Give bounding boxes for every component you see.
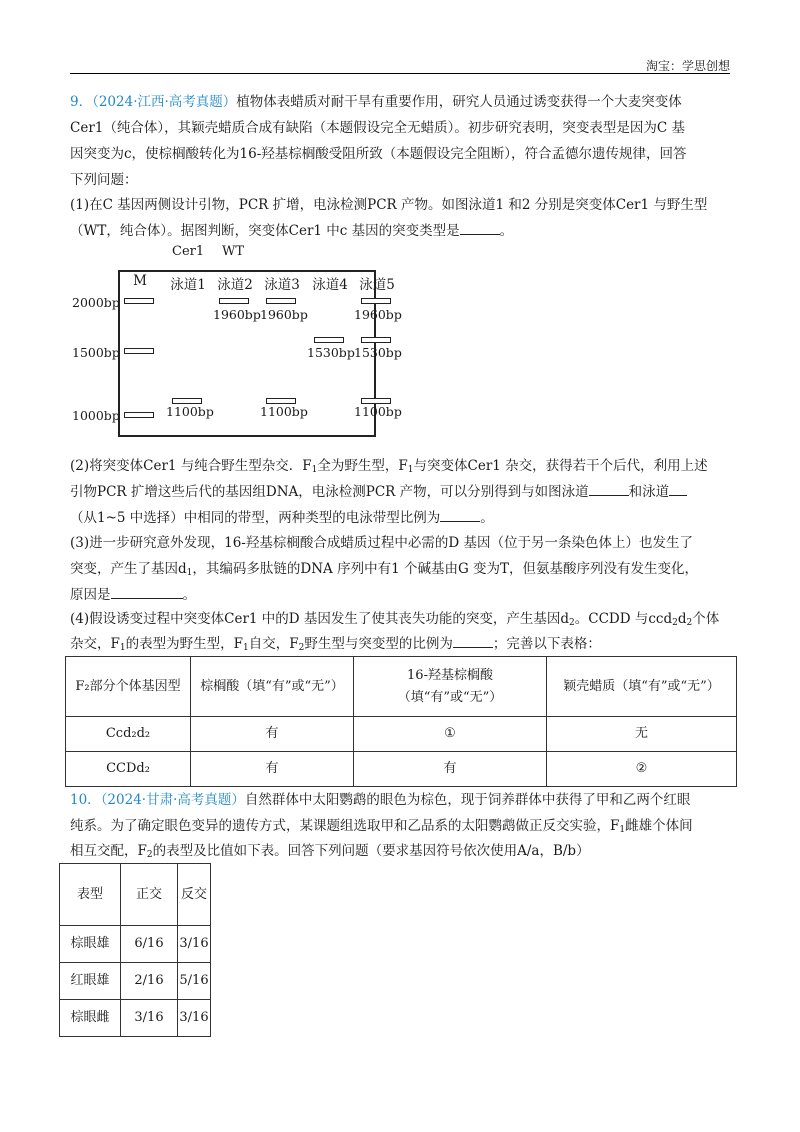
- marker-2000bp: 2000bp: [72, 295, 120, 310]
- header-shop-label: 淘宝：学思创想: [645, 59, 730, 73]
- lane-label-1: 泳道1: [170, 277, 206, 293]
- q9-line1: 植物体表蜡质对耐干旱有重要作用，研究人员通过诱变获得一个大麦突变体: [236, 94, 682, 110]
- q9-part2-text-e: 和泳道: [628, 484, 670, 500]
- q9-part3-text-a: 突变，产生了基因d: [70, 561, 187, 577]
- band-lane3-1960: [266, 298, 296, 304]
- q9-part4-line1: [70, 607, 730, 631]
- q9-part4-text-i: ；完善以下表格：: [492, 636, 601, 652]
- sub-f2: 2: [298, 643, 305, 653]
- band-lane4-1530-label: 1530bp: [307, 345, 355, 360]
- sub-1b: 1: [407, 465, 414, 475]
- answer-blank-2c[interactable]: [440, 507, 480, 522]
- q10-text-a: 纯系。为了确定眼色变异的遗传方式，某课题组选取甲和乙品系的太阳鹦鹉做正反交实验，F: [70, 818, 620, 834]
- table-cell: 棕眼雌: [60, 1000, 121, 1037]
- q9-part3-line3: [70, 583, 730, 607]
- band-m-1000: [124, 412, 154, 418]
- band-lane2-1960: [219, 298, 249, 304]
- table-cell: 有: [354, 752, 547, 787]
- q9-line4: 下列问题：: [70, 172, 138, 188]
- q9-part2-line1: [70, 454, 730, 478]
- table-cell: 3/16: [178, 1000, 211, 1037]
- q9-part1-end: 。: [499, 223, 514, 239]
- gel-label-cer1: Cer1: [172, 244, 205, 259]
- band-lane3-1100-label: 1100bp: [260, 404, 308, 419]
- band-lane5-1960: [361, 298, 391, 304]
- table-header-cell: F₂部分个体基因型: [66, 657, 191, 717]
- q9-part4-line2: [70, 632, 730, 656]
- q9-part2-text-c: 与突变体Cer1 杂交，获得若干个后代，利用上述: [413, 458, 708, 474]
- answer-blank-3[interactable]: [111, 584, 183, 599]
- q9-line2: Cer1（纯合体），其颖壳蜡质合成有缺陷（本题假设完全无蜡质）。初步研究表明，突变表型是因为C 基: [70, 120, 685, 136]
- q9-part4-text-c: d: [677, 611, 687, 627]
- sub-1a: 1: [311, 465, 318, 475]
- band-lane3-1960-label: 1960bp: [260, 307, 308, 322]
- q9-part3-text-c: 原因是: [70, 587, 111, 603]
- answer-blank-2b[interactable]: [669, 481, 687, 496]
- table-row: [66, 752, 737, 787]
- q9-source: （2024·江西·高考真题）: [92, 94, 237, 110]
- header-divider: [70, 73, 730, 74]
- q9-line3: 因突变为c，使棕榈酸转化为16-羟基棕榈酸受阻所致（本题假设完全阻断），符合孟德尔遗传规律，回答: [70, 146, 687, 162]
- table-row: [60, 926, 211, 963]
- table-row: [60, 963, 211, 1000]
- q9-part1-text: （WT，纯合体）。据图判断，突变体Cer1 中c 基因的突变类型是: [70, 223, 460, 239]
- q9-part4-text-g: 自交，F: [248, 636, 299, 652]
- gel-label-wt: WT: [222, 244, 245, 259]
- genotype-table: [65, 656, 737, 787]
- table-cell: 有: [191, 717, 354, 752]
- lane-label-4: 泳道4: [312, 277, 348, 293]
- q9-part3-line1: (3)进一步研究意外发现，16-羟基棕榈酸合成蜡质过程中必需的D 基因（位于另一条染色体上）也发生了: [70, 535, 693, 551]
- sub-q10-f2: 2: [146, 850, 153, 860]
- sub-d1: 1: [186, 568, 193, 578]
- phenotype-table: [59, 863, 211, 1037]
- table-cell: Ccd₂d₂: [66, 717, 191, 752]
- table-cell: 有: [191, 752, 354, 787]
- sub-d2c: 2: [686, 618, 693, 628]
- q9-part4-text-b: 。CCDD 与ccd: [574, 611, 673, 627]
- lane-label-5: 泳道5: [359, 277, 395, 293]
- q9-part2-text-d: 引物PCR 扩增这些后代的基因组DNA，电泳检测PCR 产物，可以分别得到与如图泳道: [70, 484, 589, 500]
- table-cell: 3/16: [178, 926, 211, 963]
- q9-part3-line2: [70, 557, 730, 581]
- q9-part3-text-b: ，其编码多肽链的DNA 序列中有1 个碱基由G 变为T，但氨基酸序列没有发生变化，: [192, 561, 699, 577]
- band-m-2000: [124, 298, 154, 304]
- q9-intro: [70, 90, 730, 114]
- q9-part2-text-f: （从1~5 中选择）中相同的带型，两种类型的电泳带型比例为: [70, 510, 441, 526]
- sub-f1a: 1: [119, 643, 126, 653]
- table-cell: 6/16: [121, 926, 178, 963]
- q9-part4-text-f: 的表型为野生型，F: [125, 636, 243, 652]
- band-m-1500: [124, 348, 154, 354]
- table-header-row: [66, 657, 737, 717]
- lane-label-3: 泳道3: [264, 277, 300, 293]
- table-row: [66, 717, 737, 752]
- marker-1500bp: 1500bp: [72, 345, 120, 360]
- sub-d2b: 2: [672, 618, 678, 628]
- q9-part1-line2: [70, 219, 730, 243]
- sub-q10-f1: 1: [619, 825, 626, 835]
- sub-d2a: 2: [569, 618, 575, 628]
- table-cell: CCDd₂: [66, 752, 191, 787]
- table-header-cell: 表型: [60, 864, 121, 926]
- q9-part3-text-d: 。: [182, 587, 196, 603]
- table-cell-answer[interactable]: ①: [354, 717, 547, 752]
- band-lane1-1100-label: 1100bp: [166, 404, 214, 419]
- band-lane2-1960-label: 1960bp: [213, 307, 261, 322]
- q10-number: 10．: [70, 792, 101, 808]
- q9-part1-line1: (1)在C 基因两侧设计引物，PCR 扩增，电泳检测PCR 产物。如图泳道1 和2 分别是突变体Cer1 与野生型: [70, 197, 708, 213]
- table-cell: 3/16: [121, 1000, 178, 1037]
- table-cell-answer[interactable]: ②: [547, 752, 737, 787]
- q9-part2-text-g: 。: [480, 510, 494, 526]
- table-header-row: [60, 864, 211, 926]
- q10-intro: [70, 788, 730, 812]
- q10-text-d: 的表型及比值如下表。回答下列问题（要求基因符号依次使用A/a，B/b）: [152, 843, 590, 859]
- q9-number: 9．: [70, 94, 93, 110]
- table-header-cell: 正交: [121, 864, 178, 926]
- table-cell: 红眼雄: [60, 963, 121, 1000]
- q10-source: （2024·甘肃·高考真题）: [100, 792, 245, 808]
- answer-blank-1[interactable]: [460, 220, 500, 235]
- band-lane5-1530-label: 1530bp: [354, 345, 402, 360]
- q9-part2-text-a: (2)将突变体Cer1 与纯合野生型杂交．F: [70, 458, 312, 474]
- q9-part2-line2: [70, 480, 730, 504]
- q9-part2-text-b: 全为野生型，F: [317, 458, 408, 474]
- sub-f1b: 1: [242, 643, 249, 653]
- band-lane5-1960-label: 1960bp: [354, 307, 402, 322]
- table-header-cell: 颖壳蜡质（填“有”或“无”）: [547, 657, 737, 717]
- marker-1000bp: 1000bp: [72, 408, 120, 423]
- table-cell: 无: [547, 717, 737, 752]
- table-row: [60, 1000, 211, 1037]
- table-header-cell: 棕榈酸（填“有”或“无”）: [191, 657, 354, 717]
- q9-part4-text-e: 杂交，F: [70, 636, 120, 652]
- q9-part4-text-a: (4)假设诱变过程中突变体Cer1 中的D 基因发生了使其丧失功能的突变，产生基因d: [70, 611, 570, 627]
- band-lane5-1100-label: 1100bp: [354, 404, 402, 419]
- q10-text-c: 相互交配，F: [70, 843, 147, 859]
- q10-line2: [70, 814, 730, 838]
- band-lane5-1530: [361, 337, 391, 343]
- answer-blank-4[interactable]: [453, 633, 493, 648]
- lane-label-2: 泳道2: [217, 277, 253, 293]
- table-header-cell: 反交: [178, 864, 211, 926]
- q10-line1: 自然群体中太阳鹦鹉的眼色为棕色，现于饲养群体中获得了甲和乙两个红眼: [244, 792, 691, 808]
- table-cell: 5/16: [178, 963, 211, 1000]
- table-cell: 2/16: [121, 963, 178, 1000]
- q9-part2-line3: [70, 506, 730, 530]
- lane-label-m: M: [133, 273, 147, 289]
- table-header-cell: 16-羟基棕榈酸（填“有”或“无”）: [354, 657, 547, 717]
- table-cell: 棕眼雄: [60, 926, 121, 963]
- answer-blank-2a[interactable]: [589, 481, 629, 496]
- q9-part4-text-h: 野生型与突变型的比例为: [304, 636, 453, 652]
- band-lane4-1530: [314, 337, 344, 343]
- q10-line3: [70, 839, 730, 863]
- q10-text-b: 雌雄个体间: [625, 818, 693, 834]
- q9-part4-text-d: 个体: [692, 611, 720, 627]
